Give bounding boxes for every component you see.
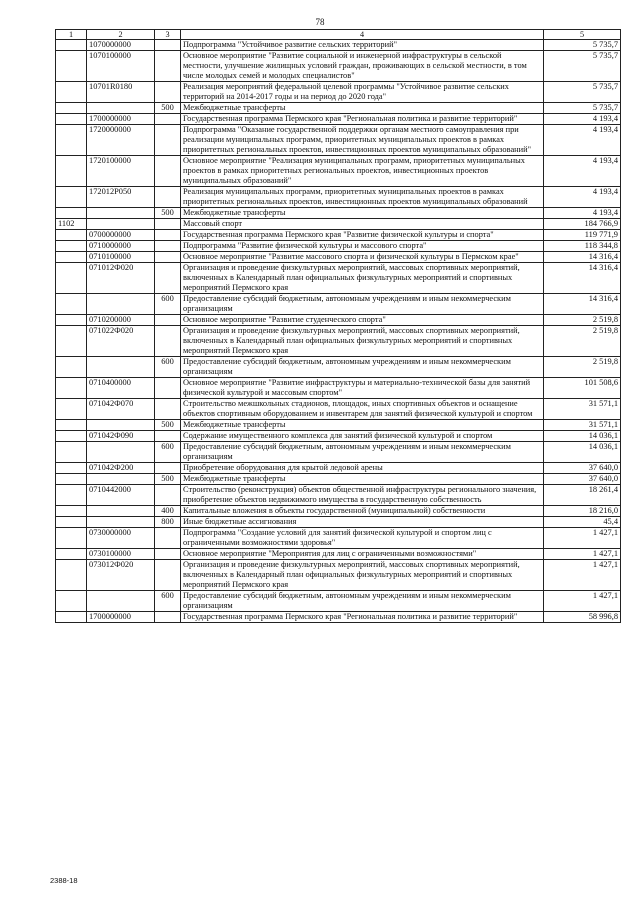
expense-type-cell [155, 241, 181, 252]
column-header-5: 5 [544, 30, 621, 40]
section-code-cell [56, 125, 87, 156]
expense-type-cell [155, 82, 181, 103]
section-code-cell [56, 420, 87, 431]
target-article-cell: 071042Ф090 [87, 431, 155, 442]
page-number: 78 [315, 17, 325, 27]
section-code-cell [56, 591, 87, 612]
table-row [56, 263, 621, 294]
section-code-cell [56, 241, 87, 252]
table-row [56, 156, 621, 187]
description-cell: Основное мероприятие "Развитие социальной и инженерной инфраструктуры в сельской местности, улучшение жилищных условий граждан, проживающих в сельской местности, в том числе молодых семей и молодых специалистов" [181, 51, 544, 82]
description-cell: Основное мероприятие "Развитие инфраструктуры и материально-технической базы для занятий физической культурой и массовым спортом" [181, 378, 544, 399]
amount-cell: 5 735,7 [544, 103, 621, 114]
table-row [56, 463, 621, 474]
amount-cell: 5 735,7 [544, 82, 621, 103]
target-article-cell: 1720100000 [87, 156, 155, 187]
expense-type-cell [155, 40, 181, 51]
description-cell: Подпрограмма "Оказание государственной поддержки органам местного самоуправления при реализации муниципальных программ, приоритетных муниципальных проектов в рамках приоритетных региональных проектов, инвестиционных проектов муниципальных образований" [181, 125, 544, 156]
description-cell: Массовый спорт [181, 219, 544, 230]
expense-type-cell: 600 [155, 442, 181, 463]
description-cell: Межбюджетные трансферты [181, 420, 544, 431]
table-row [56, 40, 621, 51]
expense-type-cell: 400 [155, 506, 181, 517]
amount-cell: 5 735,7 [544, 40, 621, 51]
description-cell: Основное мероприятие "Развитие студенческого спорта" [181, 315, 544, 326]
section-code-cell [56, 506, 87, 517]
description-cell: Межбюджетные трансферты [181, 103, 544, 114]
description-cell: Государственная программа Пермского края "Региональная политика и развитие территорий" [181, 114, 544, 125]
description-cell: Государственная программа Пермского края "Региональная политика и развитие территорий" [181, 612, 544, 623]
section-code-cell [56, 612, 87, 623]
section-code-cell [56, 326, 87, 357]
target-article-cell: 071022Ф020 [87, 326, 155, 357]
amount-cell: 184 766,9 [544, 219, 621, 230]
table-row [56, 549, 621, 560]
section-code-cell [56, 230, 87, 241]
table-row [56, 241, 621, 252]
amount-cell: 18 261,4 [544, 485, 621, 506]
section-code-cell [56, 187, 87, 208]
description-cell: Иные бюджетные ассигнования [181, 517, 544, 528]
amount-cell: 58 996,8 [544, 612, 621, 623]
target-article-cell [87, 294, 155, 315]
table-row [56, 252, 621, 263]
expense-type-cell: 500 [155, 474, 181, 485]
expense-type-cell [155, 528, 181, 549]
amount-cell: 4 193,4 [544, 156, 621, 187]
description-cell: Организация и проведение физкультурных мероприятий, массовых спортивных мероприятий, включенных в Календарный план официальных физкультурных мероприятий и спортивных мероприятий Пермского края [181, 263, 544, 294]
description-cell: Подпрограмма "Развитие физической культуры и массового спорта" [181, 241, 544, 252]
section-code-cell [56, 485, 87, 506]
description-cell: Строительство межшкольных стадионов, площадок, иных спортивных объектов и оснащение объектов спортивным оборудованием и инвентарем для занятий физической культурой и спортом [181, 399, 544, 420]
section-code-cell [56, 208, 87, 219]
table-row [56, 431, 621, 442]
section-code-cell [56, 442, 87, 463]
amount-cell: 101 508,6 [544, 378, 621, 399]
expense-type-cell [155, 315, 181, 326]
target-article-cell: 0710100000 [87, 252, 155, 263]
description-cell: Организация и проведение физкультурных мероприятий, массовых спортивных мероприятий, включенных в Календарный план официальных физкультурных мероприятий и спортивных мероприятий Пермского края [181, 326, 544, 357]
table-row [56, 125, 621, 156]
section-code-cell [56, 315, 87, 326]
description-cell: Предоставление субсидий бюджетным, автономным учреждениям и иным некоммерческим организациям [181, 294, 544, 315]
amount-cell: 2 519,8 [544, 357, 621, 378]
amount-cell: 14 316,4 [544, 263, 621, 294]
amount-cell: 14 036,1 [544, 442, 621, 463]
table-row [56, 517, 621, 528]
target-article-cell: 1070000000 [87, 40, 155, 51]
table-row [56, 378, 621, 399]
table-header-row [56, 30, 621, 40]
amount-cell: 4 193,4 [544, 125, 621, 156]
section-code-cell [56, 431, 87, 442]
description-cell: Основное мероприятие "Мероприятия для лиц с ограниченными возможностями" [181, 549, 544, 560]
target-article-cell [87, 357, 155, 378]
amount-cell: 5 735,7 [544, 51, 621, 82]
expense-type-cell: 600 [155, 591, 181, 612]
description-cell: Предоставление субсидий бюджетным, автономным учреждениям и иным некоммерческим организациям [181, 591, 544, 612]
table-row [56, 219, 621, 230]
amount-cell: 1 427,1 [544, 528, 621, 549]
description-cell: Организация и проведение физкультурных мероприятий, массовых спортивных мероприятий, включенных в Календарный план официальных физкультурных мероприятий и спортивных мероприятий Пермского края [181, 560, 544, 591]
expense-type-cell [155, 378, 181, 399]
section-code-cell [56, 560, 87, 591]
target-article-cell [87, 219, 155, 230]
target-article-cell [87, 420, 155, 431]
table-row [56, 474, 621, 485]
expense-type-cell [155, 230, 181, 241]
amount-cell: 4 193,4 [544, 187, 621, 208]
expense-type-cell [155, 326, 181, 357]
amount-cell: 2 519,8 [544, 326, 621, 357]
amount-cell: 1 427,1 [544, 591, 621, 612]
expense-type-cell [155, 156, 181, 187]
expense-type-cell: 500 [155, 420, 181, 431]
section-code-cell [56, 114, 87, 125]
description-cell: Капитальные вложения в объекты государственной (муниципальной) собственности [181, 506, 544, 517]
description-cell: Основное мероприятие "Развитие массового спорта и физической культуры в Пермском крае" [181, 252, 544, 263]
expense-type-cell [155, 549, 181, 560]
amount-cell: 31 571,1 [544, 420, 621, 431]
table-row [56, 442, 621, 463]
table-body [56, 40, 621, 623]
section-code-cell [56, 294, 87, 315]
expense-type-cell [155, 431, 181, 442]
description-cell: Содержание имущественного комплекса для занятий физической культурой и спортом [181, 431, 544, 442]
target-article-cell: 0710400000 [87, 378, 155, 399]
expense-type-cell [155, 114, 181, 125]
column-header-2: 2 [87, 30, 155, 40]
expense-type-cell [155, 485, 181, 506]
section-code-cell [56, 528, 87, 549]
target-article-cell: 071042Ф070 [87, 399, 155, 420]
target-article-cell: 0710000000 [87, 241, 155, 252]
section-code-cell [56, 51, 87, 82]
section-code-cell [56, 549, 87, 560]
table-row [56, 485, 621, 506]
description-cell: Подпрограмма "Создание условий для занятий физической культурой и спортом лиц с ограниченными возможностями здоровья" [181, 528, 544, 549]
amount-cell: 14 036,1 [544, 431, 621, 442]
target-article-cell: 1700000000 [87, 114, 155, 125]
description-cell: Основное мероприятие "Реализация муниципальных программ, приоритетных муниципальных проектов в рамках приоритетных региональных проектов, инвестиционных проектов муниципальных образований" [181, 156, 544, 187]
table-row [56, 528, 621, 549]
target-article-cell [87, 517, 155, 528]
column-header-4: 4 [181, 30, 544, 40]
target-article-cell: 172012Р050 [87, 187, 155, 208]
target-article-cell: 10701R0180 [87, 82, 155, 103]
table-row [56, 51, 621, 82]
budget-table [55, 29, 621, 623]
amount-cell: 45,4 [544, 517, 621, 528]
description-cell: Предоставление субсидий бюджетным, автономным учреждениям и иным некоммерческим организациям [181, 442, 544, 463]
target-article-cell: 071012Ф020 [87, 263, 155, 294]
amount-cell: 2 519,8 [544, 315, 621, 326]
description-cell: Реализация мероприятий федеральной целевой программы "Устойчивое развитие сельских территорий на 2014-2017 годы и на период до 2020 года" [181, 82, 544, 103]
expense-type-cell [155, 51, 181, 82]
section-code-cell [56, 474, 87, 485]
section-code-cell [56, 263, 87, 294]
amount-cell: 4 193,4 [544, 208, 621, 219]
expense-type-cell: 500 [155, 208, 181, 219]
table-row [56, 294, 621, 315]
table-row [56, 82, 621, 103]
table-row [56, 187, 621, 208]
target-article-cell: 1700000000 [87, 612, 155, 623]
target-article-cell: 0730100000 [87, 549, 155, 560]
table-row [56, 560, 621, 591]
target-article-cell: 0710442000 [87, 485, 155, 506]
expense-type-cell [155, 560, 181, 591]
expense-type-cell: 500 [155, 103, 181, 114]
table-row [56, 208, 621, 219]
section-code-cell [56, 399, 87, 420]
description-cell: Реализация муниципальных программ, приоритетных муниципальных проектов в рамках приоритетных региональных проектов, инвестиционных проектов муниципальных образований [181, 187, 544, 208]
expense-type-cell [155, 252, 181, 263]
expense-type-cell [155, 125, 181, 156]
table-row [56, 230, 621, 241]
section-code-cell [56, 252, 87, 263]
target-article-cell [87, 103, 155, 114]
section-code-cell [56, 40, 87, 51]
table-row [56, 612, 621, 623]
section-code-cell [56, 82, 87, 103]
section-code-cell [56, 517, 87, 528]
amount-cell: 31 571,1 [544, 399, 621, 420]
description-cell: Предоставление субсидий бюджетным, автономным учреждениям и иным некоммерческим организациям [181, 357, 544, 378]
table-row [56, 420, 621, 431]
amount-cell: 119 771,9 [544, 230, 621, 241]
description-cell: Подпрограмма "Устойчивое развитие сельских территорий" [181, 40, 544, 51]
section-code-cell [56, 463, 87, 474]
table-row [56, 357, 621, 378]
expense-type-cell: 600 [155, 357, 181, 378]
description-cell: Межбюджетные трансферты [181, 474, 544, 485]
target-article-cell: 073012Ф020 [87, 560, 155, 591]
section-code-cell [56, 156, 87, 187]
table-row [56, 506, 621, 517]
table-row [56, 315, 621, 326]
expense-type-cell: 800 [155, 517, 181, 528]
target-article-cell: 0700000000 [87, 230, 155, 241]
target-article-cell: 071042Ф200 [87, 463, 155, 474]
table-row [56, 326, 621, 357]
description-cell: Государственная программа Пермского края "Развитие физической культуры и спорта" [181, 230, 544, 241]
section-code-cell [56, 357, 87, 378]
section-code-cell: 1102 [56, 219, 87, 230]
target-article-cell [87, 474, 155, 485]
description-cell: Приобретение оборудования для крытой ледовой арены [181, 463, 544, 474]
amount-cell: 18 216,0 [544, 506, 621, 517]
target-article-cell [87, 591, 155, 612]
amount-cell: 1 427,1 [544, 560, 621, 591]
target-article-cell [87, 506, 155, 517]
column-header-3: 3 [155, 30, 181, 40]
target-article-cell [87, 208, 155, 219]
amount-cell: 4 193,4 [544, 114, 621, 125]
expense-type-cell [155, 219, 181, 230]
target-article-cell: 1070100000 [87, 51, 155, 82]
amount-cell: 1 427,1 [544, 549, 621, 560]
table-row [56, 103, 621, 114]
table-row [56, 114, 621, 125]
expense-type-cell [155, 187, 181, 208]
target-article-cell: 1720000000 [87, 125, 155, 156]
description-cell: Межбюджетные трансферты [181, 208, 544, 219]
expense-type-cell [155, 612, 181, 623]
target-article-cell: 0730000000 [87, 528, 155, 549]
amount-cell: 118 344,8 [544, 241, 621, 252]
expense-type-cell [155, 399, 181, 420]
amount-cell: 37 640,0 [544, 463, 621, 474]
document-code: 2388-18 [50, 876, 78, 885]
expense-type-cell: 600 [155, 294, 181, 315]
column-header-1: 1 [56, 30, 87, 40]
amount-cell: 37 640,0 [544, 474, 621, 485]
table-row [56, 399, 621, 420]
table-row [56, 591, 621, 612]
description-cell: Строительство (реконструкция) объектов общественной инфраструктуры регионального значения, приобретение объектов недвижимого имущества в государственную собственность [181, 485, 544, 506]
target-article-cell: 0710200000 [87, 315, 155, 326]
section-code-cell [56, 378, 87, 399]
expense-type-cell [155, 263, 181, 294]
section-code-cell [56, 103, 87, 114]
target-article-cell [87, 442, 155, 463]
expense-type-cell [155, 463, 181, 474]
amount-cell: 14 316,4 [544, 294, 621, 315]
amount-cell: 14 316,4 [544, 252, 621, 263]
